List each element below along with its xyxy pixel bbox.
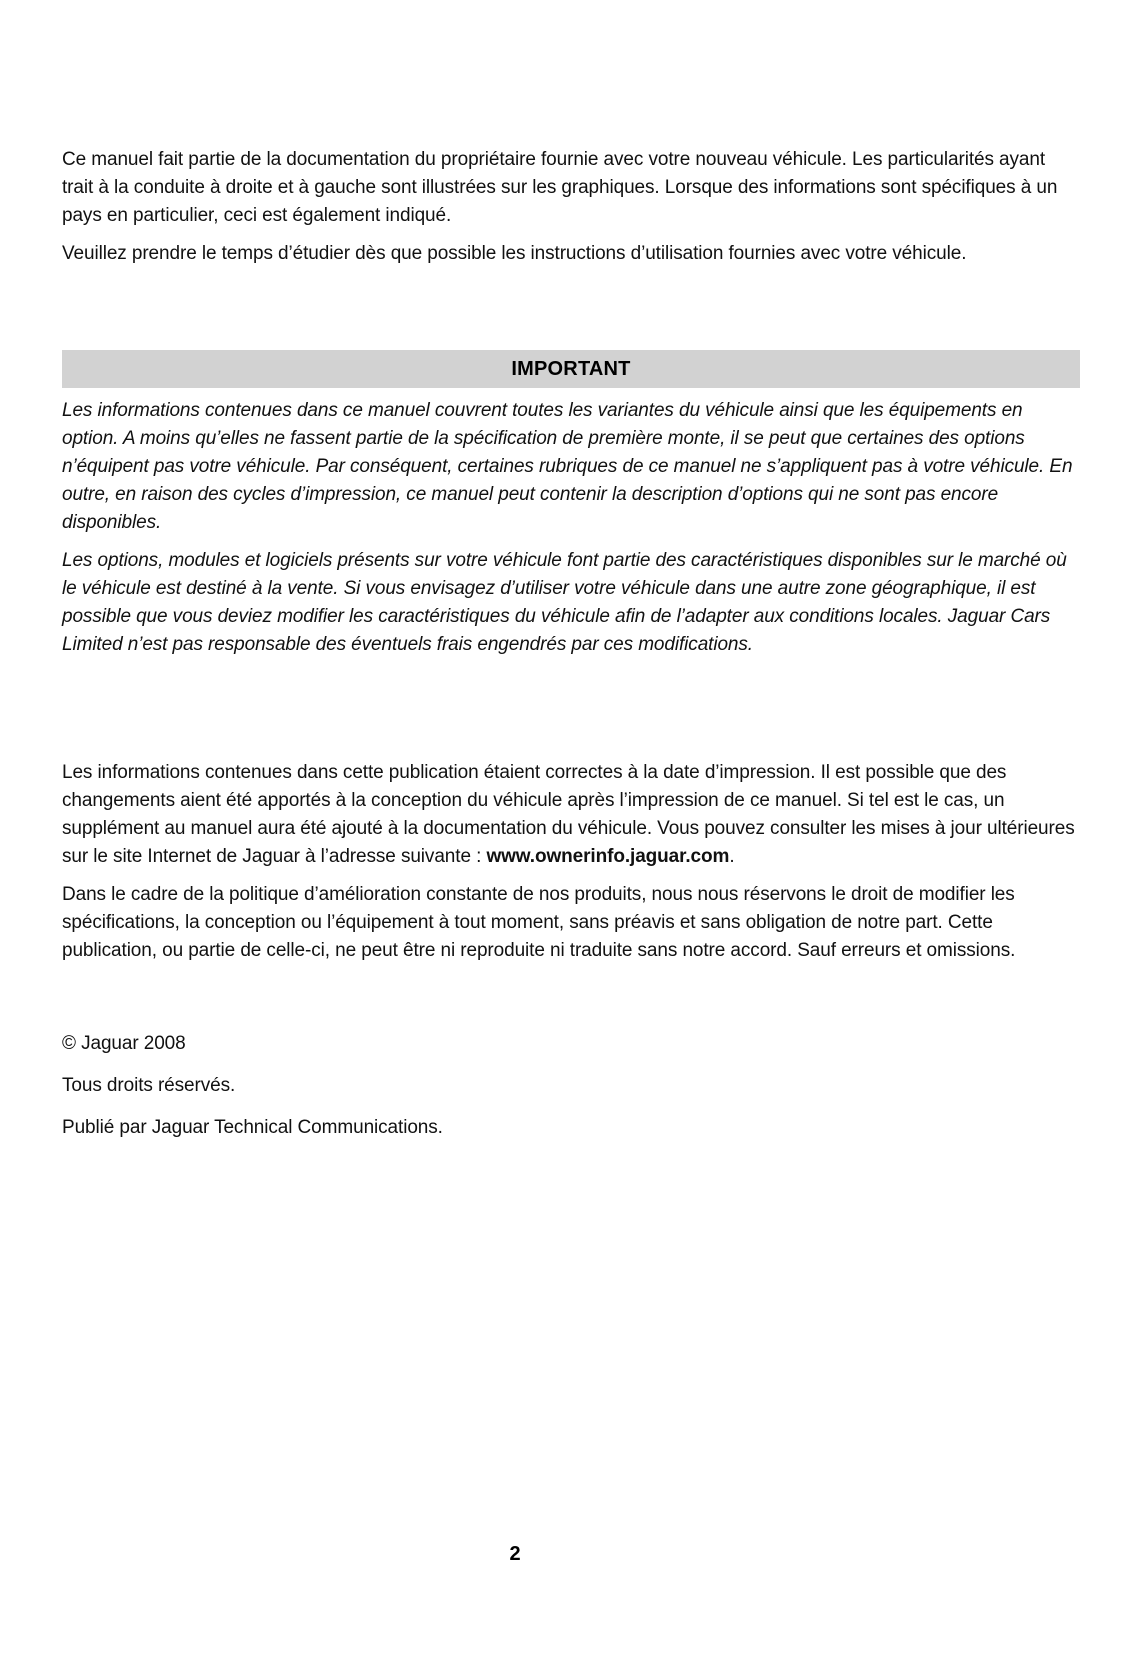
publication-text-before-url: Les informations contenues dans cette publication étaient correctes à la date d’impression. Il est possible que des changements aient été apportés à la conception du véhicule après l’impression de ce manuel. Si tel est le cas, un supplément au manuel aura été ajouté à la documentation du véhicule. Vous pouvez consulter les mises à jour ultérieures sur le site Internet de Jaguar à l’adresse suivante :	[62, 762, 1075, 867]
publication-text-after-url: .	[729, 846, 735, 867]
rights-line: Tous droits réservés.	[62, 1075, 236, 1096]
important-paragraph-1: Les informations contenues dans ce manuel couvrent toutes les variantes du véhicule ainsi que les équipements en option. A moins qu’elles ne fassent partie de la spécification de première monte, il se peut que certaines des options n’équipent pas votre véhicule. Par conséquent, certaines rubriques de ce manuel ne s’appliquent pas à votre véhicule. En outre, en raison des cycles d’impression, ce manuel peut contenir la description d’options qui ne sont pas encore disponibles.	[62, 400, 1073, 533]
intro-paragraph-2: Veuillez prendre le temps d’étudier dès que possible les instructions d’utilisation fournies avec votre véhicule.	[62, 243, 967, 264]
important-paragraph-2: Les options, modules et logiciels présents sur votre véhicule font partie des caractéristiques disponibles sur le marché où le véhicule est destiné à la vente. Si vous envisagez d’utiliser votre véhicule dans une autre zone géographique, il est possible que vous deviez modifier les caractéristiques du véhicule afin de l’adapter aux conditions locales. Jaguar Cars Limited n’est pas responsable des éventuels frais engendrés par ces modifications.	[62, 550, 1067, 655]
publication-paragraph-2: Dans le cadre de la politique d’amélioration constante de nos produits, nous nous réservons le droit de modifier les spécifications, la conception ou l’équipement à tout moment, sans préavis et sans obligation de notre part. Cette publication, ou partie de celle-ci, ne peut être ni reproduite ni traduite sans notre accord. Sauf erreurs et omissions.	[62, 884, 1016, 961]
intro-paragraph-1: Ce manuel fait partie de la documentation du propriétaire fournie avec votre nouveau véhicule. Les particularités ayant trait à la conduite à droite et à gauche sont illustrées sur les graphiques. Lorsque des informations sont spécifiques à un pays en particulier, ceci est également indiqué.	[62, 149, 1058, 226]
publisher-line: Publié par Jaguar Technical Communications.	[62, 1117, 443, 1138]
page-number: 2	[509, 1543, 521, 1565]
publication-paragraph-1	[62, 759, 1080, 871]
copyright-line: © Jaguar 2008	[62, 1033, 186, 1054]
owner-info-url: www.ownerinfo.jaguar.com	[486, 846, 730, 867]
important-banner-title: IMPORTANT	[62, 350, 1080, 388]
